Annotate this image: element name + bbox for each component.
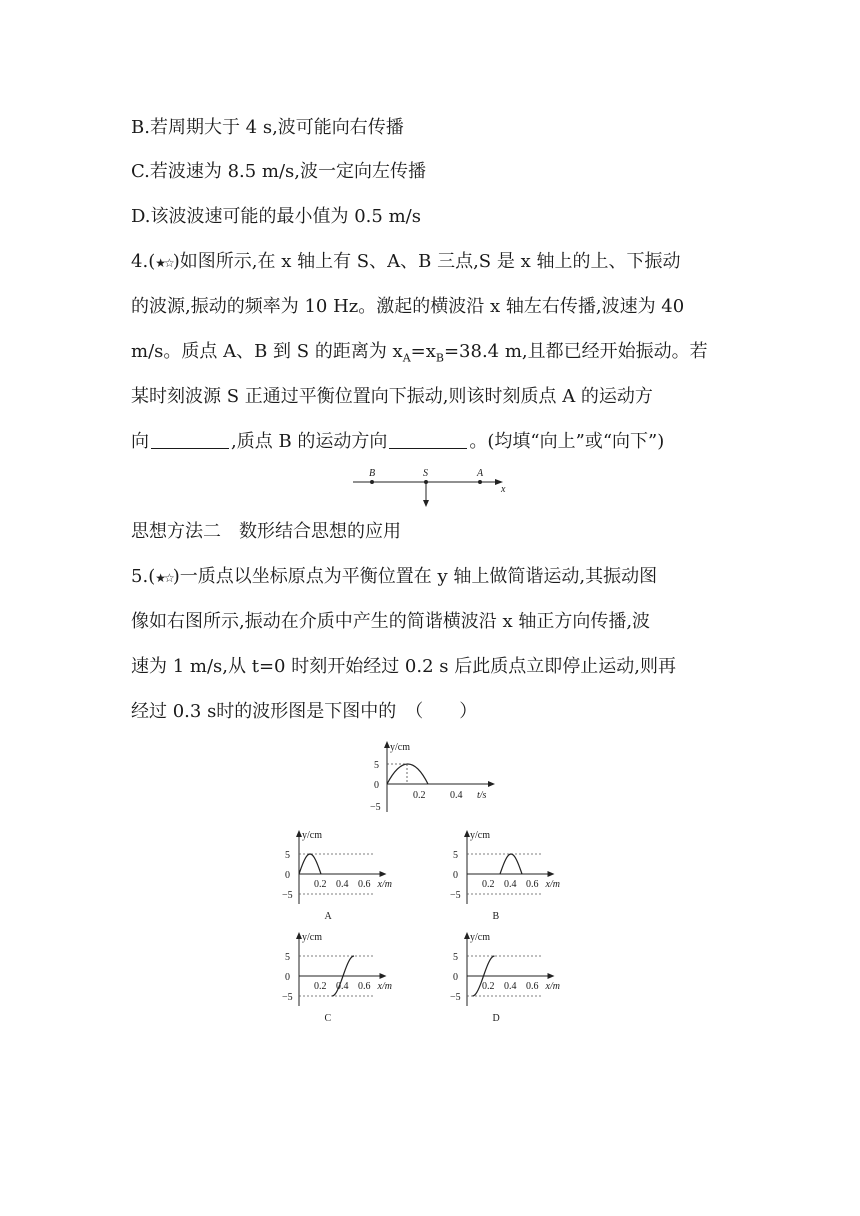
tick-5: 5 bbox=[453, 952, 458, 963]
q4-sub-a: A bbox=[402, 351, 411, 365]
q4-text-5c: 。(均填“向上”或“向下”) bbox=[469, 431, 665, 452]
wave-curve bbox=[299, 854, 321, 874]
tick-5: 5 bbox=[285, 850, 290, 861]
q4-eq: =x bbox=[410, 341, 436, 362]
tick-x: 0.4 bbox=[504, 879, 517, 890]
q5-line4: 经过 0.3 s时的波形图是下图中的 （ ） bbox=[131, 701, 478, 722]
q4-number: 4. bbox=[131, 251, 149, 272]
wave-curve bbox=[500, 854, 522, 874]
tick-5: 5 bbox=[285, 952, 290, 963]
option-graph-d[interactable] bbox=[450, 930, 585, 1030]
tick-0: 0 bbox=[285, 972, 290, 983]
tick-neg5: −5 bbox=[450, 992, 461, 1003]
tick-02: 0.2 bbox=[413, 790, 426, 801]
tick-x: 0.2 bbox=[314, 981, 327, 992]
option-b: B.若周期大于 4 s,波可能向右传播 bbox=[131, 117, 404, 138]
q4-text-5b: ,质点 B 的运动方向 bbox=[231, 431, 388, 452]
x-arrow-icon bbox=[380, 973, 387, 979]
y-label: y/cm bbox=[470, 932, 490, 943]
q4-sub-b: B bbox=[435, 351, 444, 365]
q5-line3: 速为 1 m/s,从 t=0 时刻开始经过 0.2 s 后此质点立即停止运动,则再 bbox=[131, 656, 676, 677]
tick-x: 0.6 bbox=[526, 879, 539, 890]
option-d: D.该波波速可能的最小值为 0.5 m/s bbox=[131, 206, 421, 227]
tick-neg5: −5 bbox=[282, 992, 293, 1003]
label-a: A bbox=[477, 468, 484, 479]
q5-text-1: 一质点以坐标原点为平衡位置在 y 轴上做简谐运动,其振动图 bbox=[179, 566, 658, 587]
q5-line1: 5.(★☆)一质点以坐标原点为平衡位置在 y 轴上做简谐运动,其振动图 bbox=[131, 566, 658, 587]
tick-0: 0 bbox=[374, 780, 379, 791]
q4-text-5a: 向 bbox=[131, 431, 149, 452]
option-label: D bbox=[492, 1013, 500, 1024]
q4-line3 bbox=[131, 340, 708, 371]
option-c: C.若波速为 8.5 m/s,波一定向左传播 bbox=[131, 161, 427, 182]
y-label: y/cm bbox=[470, 830, 490, 841]
q4-text-3b: =38.4 m,且都已经开始振动。若 bbox=[443, 341, 708, 362]
q4-axis-figure bbox=[345, 462, 515, 512]
answer-blank-a[interactable] bbox=[151, 430, 229, 449]
tick-5: 5 bbox=[374, 760, 379, 771]
tick-neg5: −5 bbox=[370, 802, 381, 813]
q4-line1: 4.(★☆)如图所示,在 x 轴上有 S、A、B 三点,S 是 x 轴上的上、下振动 bbox=[131, 251, 681, 272]
tick-neg5: −5 bbox=[282, 890, 293, 901]
tick-neg5: −5 bbox=[450, 890, 461, 901]
vibration-graph bbox=[360, 740, 510, 820]
label-s: S bbox=[423, 468, 428, 479]
q4-line5 bbox=[131, 430, 664, 454]
q5-number: 5. bbox=[131, 566, 149, 587]
tick-x: 0.2 bbox=[482, 879, 495, 890]
x-arrow-icon bbox=[548, 871, 555, 877]
point-a bbox=[478, 480, 482, 484]
tick-x: 0.6 bbox=[358, 879, 371, 890]
tick-x: 0.4 bbox=[336, 879, 349, 890]
x-label: t/s bbox=[477, 790, 487, 801]
option-label: B bbox=[492, 911, 500, 922]
y-label: y/cm bbox=[390, 742, 410, 753]
x-label: x/m bbox=[545, 879, 560, 890]
t-arrow-icon bbox=[488, 781, 495, 787]
tick-x: 0.4 bbox=[504, 981, 517, 992]
down-arrow-icon bbox=[423, 500, 429, 507]
option-graph-b[interactable] bbox=[450, 828, 585, 928]
y-label: y/cm bbox=[302, 932, 322, 943]
option-graph-a[interactable] bbox=[282, 828, 402, 928]
section-title: 思想方法二 数形结合思想的应用 bbox=[131, 521, 401, 542]
option-label: C bbox=[324, 1013, 332, 1024]
label-x: x bbox=[501, 484, 506, 495]
tick-x: 0.6 bbox=[526, 981, 539, 992]
q4-line2: 的波源,振动的频率为 10 Hz。激起的横波沿 x 轴左右传播,波速为 40 bbox=[131, 296, 685, 317]
x-label: x/m bbox=[377, 879, 392, 890]
x-label: x/m bbox=[545, 981, 560, 992]
tick-04: 0.4 bbox=[450, 790, 463, 801]
option-graph-c[interactable] bbox=[282, 930, 402, 1030]
difficulty-stars-icon: ★☆ bbox=[155, 256, 173, 270]
option-label: A bbox=[324, 911, 332, 922]
tick-5: 5 bbox=[453, 850, 458, 861]
x-arrow-icon bbox=[548, 973, 555, 979]
tick-x: 0.2 bbox=[314, 879, 327, 890]
q5-line2: 像如右图所示,振动在介质中产生的简谐横波沿 x 轴正方向传播,波 bbox=[131, 611, 651, 632]
tick-x: 0.4 bbox=[336, 981, 349, 992]
answer-blank-b[interactable] bbox=[389, 430, 467, 449]
tick-x: 0.2 bbox=[482, 981, 495, 992]
vibration-curve bbox=[387, 764, 428, 784]
tick-0: 0 bbox=[453, 870, 458, 881]
q4-text-1: 如图所示,在 x 轴上有 S、A、B 三点,S 是 x 轴上的上、下振动 bbox=[179, 251, 681, 272]
x-arrow-icon bbox=[380, 871, 387, 877]
q4-text-3a: m/s。质点 A、B 到 S 的距离为 x bbox=[131, 341, 403, 362]
point-b bbox=[370, 480, 374, 484]
q4-line4: 某时刻波源 S 正通过平衡位置向下振动,则该时刻质点 A 的运动方 bbox=[131, 386, 653, 407]
tick-0: 0 bbox=[453, 972, 458, 983]
tick-x: 0.6 bbox=[358, 981, 371, 992]
tick-0: 0 bbox=[285, 870, 290, 881]
y-label: y/cm bbox=[302, 830, 322, 841]
x-label: x/m bbox=[377, 981, 392, 992]
label-b: B bbox=[369, 468, 376, 479]
difficulty-stars-icon: ★☆ bbox=[155, 571, 173, 585]
